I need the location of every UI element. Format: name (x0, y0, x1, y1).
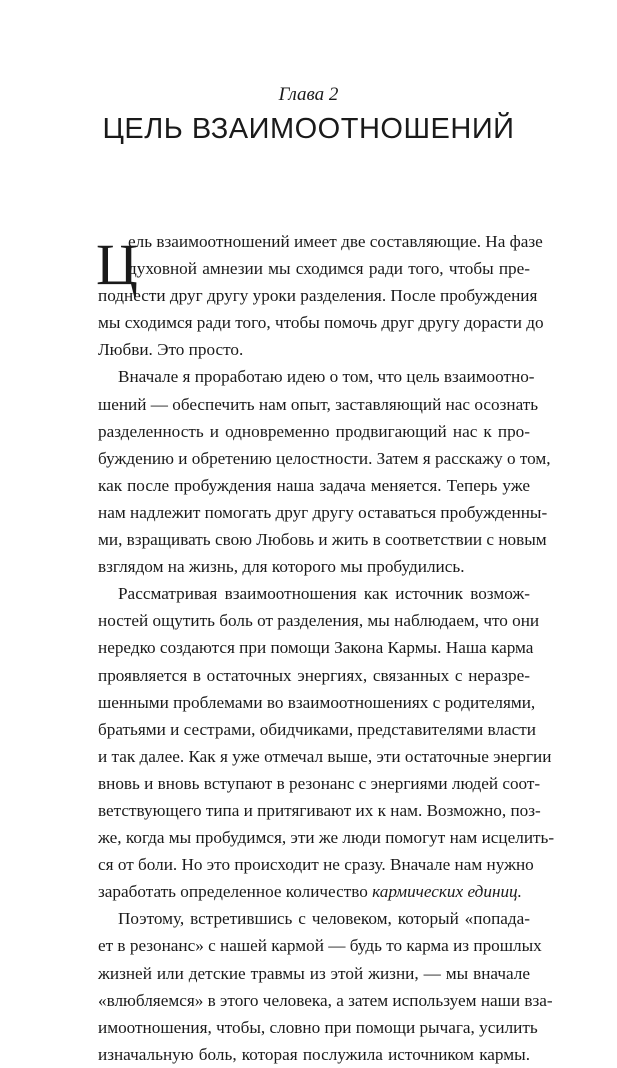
text-line: имоотношения, чтобы, словно при помощи рычага, усилить (98, 1017, 538, 1037)
italic-phrase: кармических единиц. (372, 882, 522, 902)
text-line: разделенность и одновременно продвигающий нас к про- (98, 421, 530, 441)
text-line-start: заработать определенное количество (98, 882, 373, 902)
text-line: как после пробуждения наша задача меняется. Теперь уже (98, 475, 530, 495)
text-line: жизней или детские травмы из этой жизни, — мы вначале (98, 963, 530, 983)
text-line: взглядом на жизнь, для которого мы пробудились. (98, 557, 465, 577)
text-line: ветствующего типа и притягивают их к нам. Возможно, поз- (98, 800, 541, 820)
text-line: Рассматривая взаимоотношения как источник возмож- (118, 584, 530, 604)
text-line: братьями и сестрами, обидчиками, представителями власти (98, 719, 536, 739)
text-line: Поэтому, встретившись с человеком, который «попада- (118, 909, 530, 929)
text-line: буждению и обретению целостности. Затем я расскажу о том, (98, 448, 551, 468)
text-line: ностей ощутить боль от разделения, мы наблюдаем, что они (98, 611, 540, 631)
text-line (98, 878, 530, 905)
text-line: «влюбляемся» в этого человека, а затем используем наши вза- (98, 990, 553, 1010)
text-line: Вначале я проработаю идею о том, что цель взаимоотно- (118, 367, 535, 387)
chapter-label: Глава 2 (278, 84, 339, 105)
drop-cap: Ц (96, 232, 138, 297)
text-line: ся от боли. Но это происходит не сразу. Вначале нам нужно (98, 855, 534, 875)
text-line: же, когда мы пробудимся, эти же люди помогут нам исцелить- (98, 828, 555, 848)
text-line: проявляется в остаточных энергиях, связанных с неразре- (98, 665, 530, 685)
text-line: ет в резонанс» с нашей кармой — будь то карма из прошлых (98, 936, 542, 956)
text-line: ми, взращивать свою Любовь и жить в соответствии с новым (98, 530, 547, 550)
text-line: изначальную боль, которая послужила источником кармы. (98, 1044, 530, 1064)
text-line: шенными проблемами во взаимоотношениях с родителями, (98, 692, 536, 712)
chapter-title: ЦЕЛЬ ВЗАИМООТНОШЕНИЙ (102, 113, 515, 145)
text-line: нередко создаются при помощи Закона Кармы. Наша карма (98, 638, 534, 658)
text-line: мы сходимся ради того, чтобы помочь друг другу дорасти до (98, 313, 544, 333)
text-line: нам надлежит помогать друг другу оставаться пробужденны- (98, 502, 548, 522)
body-text (98, 228, 555, 1068)
text-line: шений — обеспечить нам опыт, заставляющий нас осознать (98, 394, 539, 414)
text-line: ель взаимоотношений имеет две составляющие. На фазе (128, 232, 543, 251)
text-line: и так далее. Как я уже отмечал выше, эти остаточные энергии (98, 746, 552, 766)
text-line: поднести друг другу уроки разделения. После пробуждения (98, 286, 538, 306)
text-line: Любви. Это просто. (98, 340, 244, 360)
text-line: духовной амнезии мы сходимся ради того, чтобы пре- (128, 259, 530, 279)
text-line: вновь и вновь вступают в резонанс с энергиями людей соот- (98, 773, 541, 793)
